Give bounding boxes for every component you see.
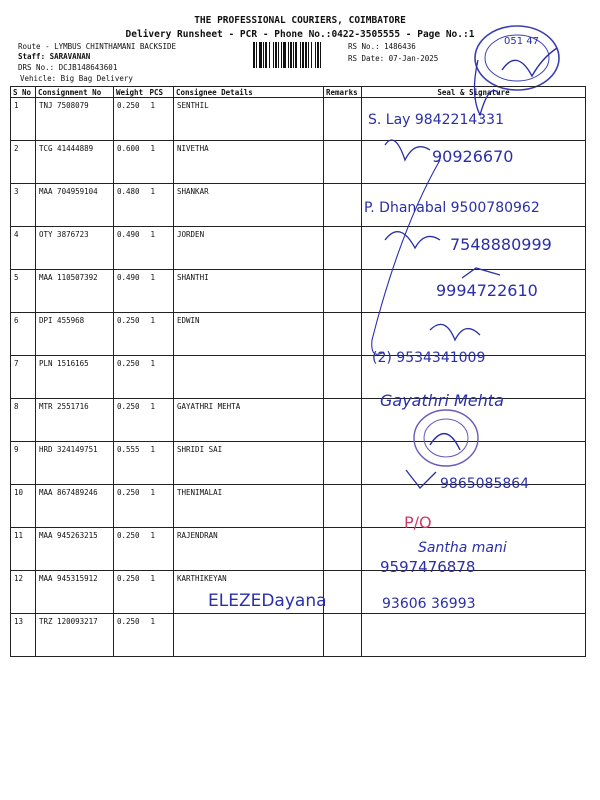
cell-pcs: 1 (148, 571, 174, 614)
route-label: Route - LYMBUS CHINTHAMANI BACKSIDE (18, 42, 177, 51)
signature-row-2: 90926670 (432, 147, 514, 166)
col-header-signature: Seal & Signature (362, 87, 586, 98)
cell-remarks (324, 356, 362, 399)
cell-sno: 10 (11, 485, 36, 528)
cell-weight: 0.250 (114, 614, 148, 657)
cell-weight: 0.250 (114, 528, 148, 571)
cell-consignee: SHRIDI SAI (174, 442, 324, 485)
cell-weight: 0.555 (114, 442, 148, 485)
cell-pcs: 1 (148, 227, 174, 270)
cell-pcs: 1 (148, 356, 174, 399)
cell-weight: 0.250 (114, 98, 148, 141)
table-header-row (11, 87, 586, 98)
signature-row-1: S. Lay 9842214331 (368, 112, 504, 128)
barcode-image (253, 42, 341, 68)
cell-consignee: KARTHIKEYAN (174, 571, 324, 614)
cell-consignee: THENIMALAI (174, 485, 324, 528)
table-row (11, 98, 586, 141)
cell-pcs: 1 (148, 614, 174, 657)
cell-sno: 1 (11, 98, 36, 141)
cell-consignment-no: MAA 110507392 (36, 270, 114, 313)
stamp-text: 051 47 (504, 36, 539, 47)
table-row (11, 528, 586, 571)
cell-weight: 0.490 (114, 227, 148, 270)
cell-consignee: GAYATHRI MEHTA (174, 399, 324, 442)
cell-sno: 5 (11, 270, 36, 313)
table-row (11, 399, 586, 442)
table-row (11, 270, 586, 313)
cell-sno: 2 (11, 141, 36, 184)
cell-consignee (174, 614, 324, 657)
cell-remarks (324, 98, 362, 141)
cell-weight: 0.250 (114, 485, 148, 528)
cell-signature (362, 614, 586, 657)
cell-remarks (324, 184, 362, 227)
col-header-sno: S No (11, 87, 36, 98)
cell-consignment-no: MAA 704959104 (36, 184, 114, 227)
table-row (11, 141, 586, 184)
table-row (11, 356, 586, 399)
cell-weight: 0.250 (114, 313, 148, 356)
cell-consignee (174, 356, 324, 399)
table-row (11, 313, 586, 356)
cell-consignee: SHANTHI (174, 270, 324, 313)
col-header-weight: Weight (114, 87, 148, 98)
cell-weight: 0.480 (114, 184, 148, 227)
col-header-consignment: Consignment No (36, 87, 114, 98)
cell-signature (362, 485, 586, 528)
cell-signature (362, 399, 586, 442)
signature-row-13-phone: 93606 36993 (382, 596, 476, 612)
cell-sno: 11 (11, 528, 36, 571)
signature-row-3: P. Dhanabal 9500780962 (364, 200, 540, 216)
cell-remarks (324, 571, 362, 614)
cell-signature (362, 528, 586, 571)
vehicle-label: Vehicle: Big Bag Delivery (20, 74, 133, 83)
cell-signature (362, 571, 586, 614)
cell-sno: 8 (11, 399, 36, 442)
cell-signature (362, 313, 586, 356)
table-row (11, 442, 586, 485)
cell-pcs: 1 (148, 399, 174, 442)
cell-consignment-no: MAA 945315912 (36, 571, 114, 614)
cell-pcs: 1 (148, 98, 174, 141)
cell-signature (362, 442, 586, 485)
cell-signature (362, 270, 586, 313)
staff-label: Staff: SARAVANAN (18, 52, 91, 61)
cell-sno: 4 (11, 227, 36, 270)
cell-sno: 7 (11, 356, 36, 399)
cell-consignment-no: TRZ 120093217 (36, 614, 114, 657)
signature-row-10: 9865085864 (440, 476, 530, 492)
table-row (11, 614, 586, 657)
signature-row-7: (2) 9534341009 (372, 350, 486, 366)
rs-number: RS No.: 1486436 (348, 42, 416, 51)
cell-remarks (324, 528, 362, 571)
cell-remarks (324, 442, 362, 485)
cell-consignment-no: DPI 455968 (36, 313, 114, 356)
signature-row-12-phone: 9597476878 (380, 558, 476, 576)
signature-row-11: P/O (404, 513, 432, 532)
cell-consignment-no: MAA 945263215 (36, 528, 114, 571)
cell-remarks (324, 485, 362, 528)
cell-consignee: SENTHIL (174, 98, 324, 141)
cell-weight: 0.250 (114, 356, 148, 399)
rs-date: RS Date: 07-Jan-2025 (348, 54, 439, 63)
cell-signature (362, 356, 586, 399)
cell-consignment-no: OTY 3876723 (36, 227, 114, 270)
cell-remarks (324, 614, 362, 657)
cell-pcs: 1 (148, 141, 174, 184)
signature-row-5: 9994722610 (436, 281, 538, 300)
cell-pcs: 1 (148, 528, 174, 571)
drs-number: DRS No.: DCJB148643601 (18, 63, 118, 72)
cell-weight: 0.600 (114, 141, 148, 184)
delivery-table (10, 86, 586, 657)
cell-signature (362, 141, 586, 184)
cell-remarks (324, 141, 362, 184)
runsheet-subtitle: Delivery Runsheet - PCR - Phone No.:0422-3505555 - Page No.:1 (125, 29, 475, 40)
cell-consignee: EDWIN (174, 313, 324, 356)
table-row (11, 571, 586, 614)
cell-consignee: JORDEN (174, 227, 324, 270)
cell-consignee: RAJENDRAN (174, 528, 324, 571)
cell-consignment-no: PLN 1516165 (36, 356, 114, 399)
document-title: THE PROFESSIONAL COURIERS, COIMBATORE (194, 15, 406, 26)
cell-weight: 0.250 (114, 571, 148, 614)
col-header-pcs: PCS (148, 87, 174, 98)
cell-pcs: 1 (148, 313, 174, 356)
cell-pcs: 1 (148, 485, 174, 528)
cell-consignee: SHANKAR (174, 184, 324, 227)
signature-row-13-name: ELEZEDayana (208, 591, 327, 611)
cell-signature (362, 184, 586, 227)
table-row (11, 227, 586, 270)
cell-consignment-no: MTR 2551716 (36, 399, 114, 442)
col-header-remarks: Remarks (324, 87, 362, 98)
col-header-consignee: Consignee Details (174, 87, 324, 98)
cell-consignment-no: TNJ 7508079 (36, 98, 114, 141)
cell-pcs: 1 (148, 442, 174, 485)
cell-pcs: 1 (148, 184, 174, 227)
signature-row-8: Gayathri Mehta (380, 391, 504, 410)
cell-sno: 12 (11, 571, 36, 614)
cell-remarks (324, 227, 362, 270)
cell-sno: 3 (11, 184, 36, 227)
cell-sno: 6 (11, 313, 36, 356)
cell-weight: 0.490 (114, 270, 148, 313)
cell-sno: 13 (11, 614, 36, 657)
cell-signature (362, 227, 586, 270)
signature-row-4: 7548880999 (450, 235, 552, 254)
cell-remarks (324, 399, 362, 442)
cell-signature (362, 98, 586, 141)
cell-remarks (324, 313, 362, 356)
cell-consignment-no: MAA 867489246 (36, 485, 114, 528)
table-row (11, 485, 586, 528)
table-row (11, 184, 586, 227)
cell-sno: 9 (11, 442, 36, 485)
cell-consignment-no: HRD 324149751 (36, 442, 114, 485)
cell-pcs: 1 (148, 270, 174, 313)
cell-consignee: NIVETHA (174, 141, 324, 184)
cell-consignment-no: TCG 41444889 (36, 141, 114, 184)
cell-remarks (324, 270, 362, 313)
cell-weight: 0.250 (114, 399, 148, 442)
signature-row-12-name: Santha mani (418, 540, 507, 556)
